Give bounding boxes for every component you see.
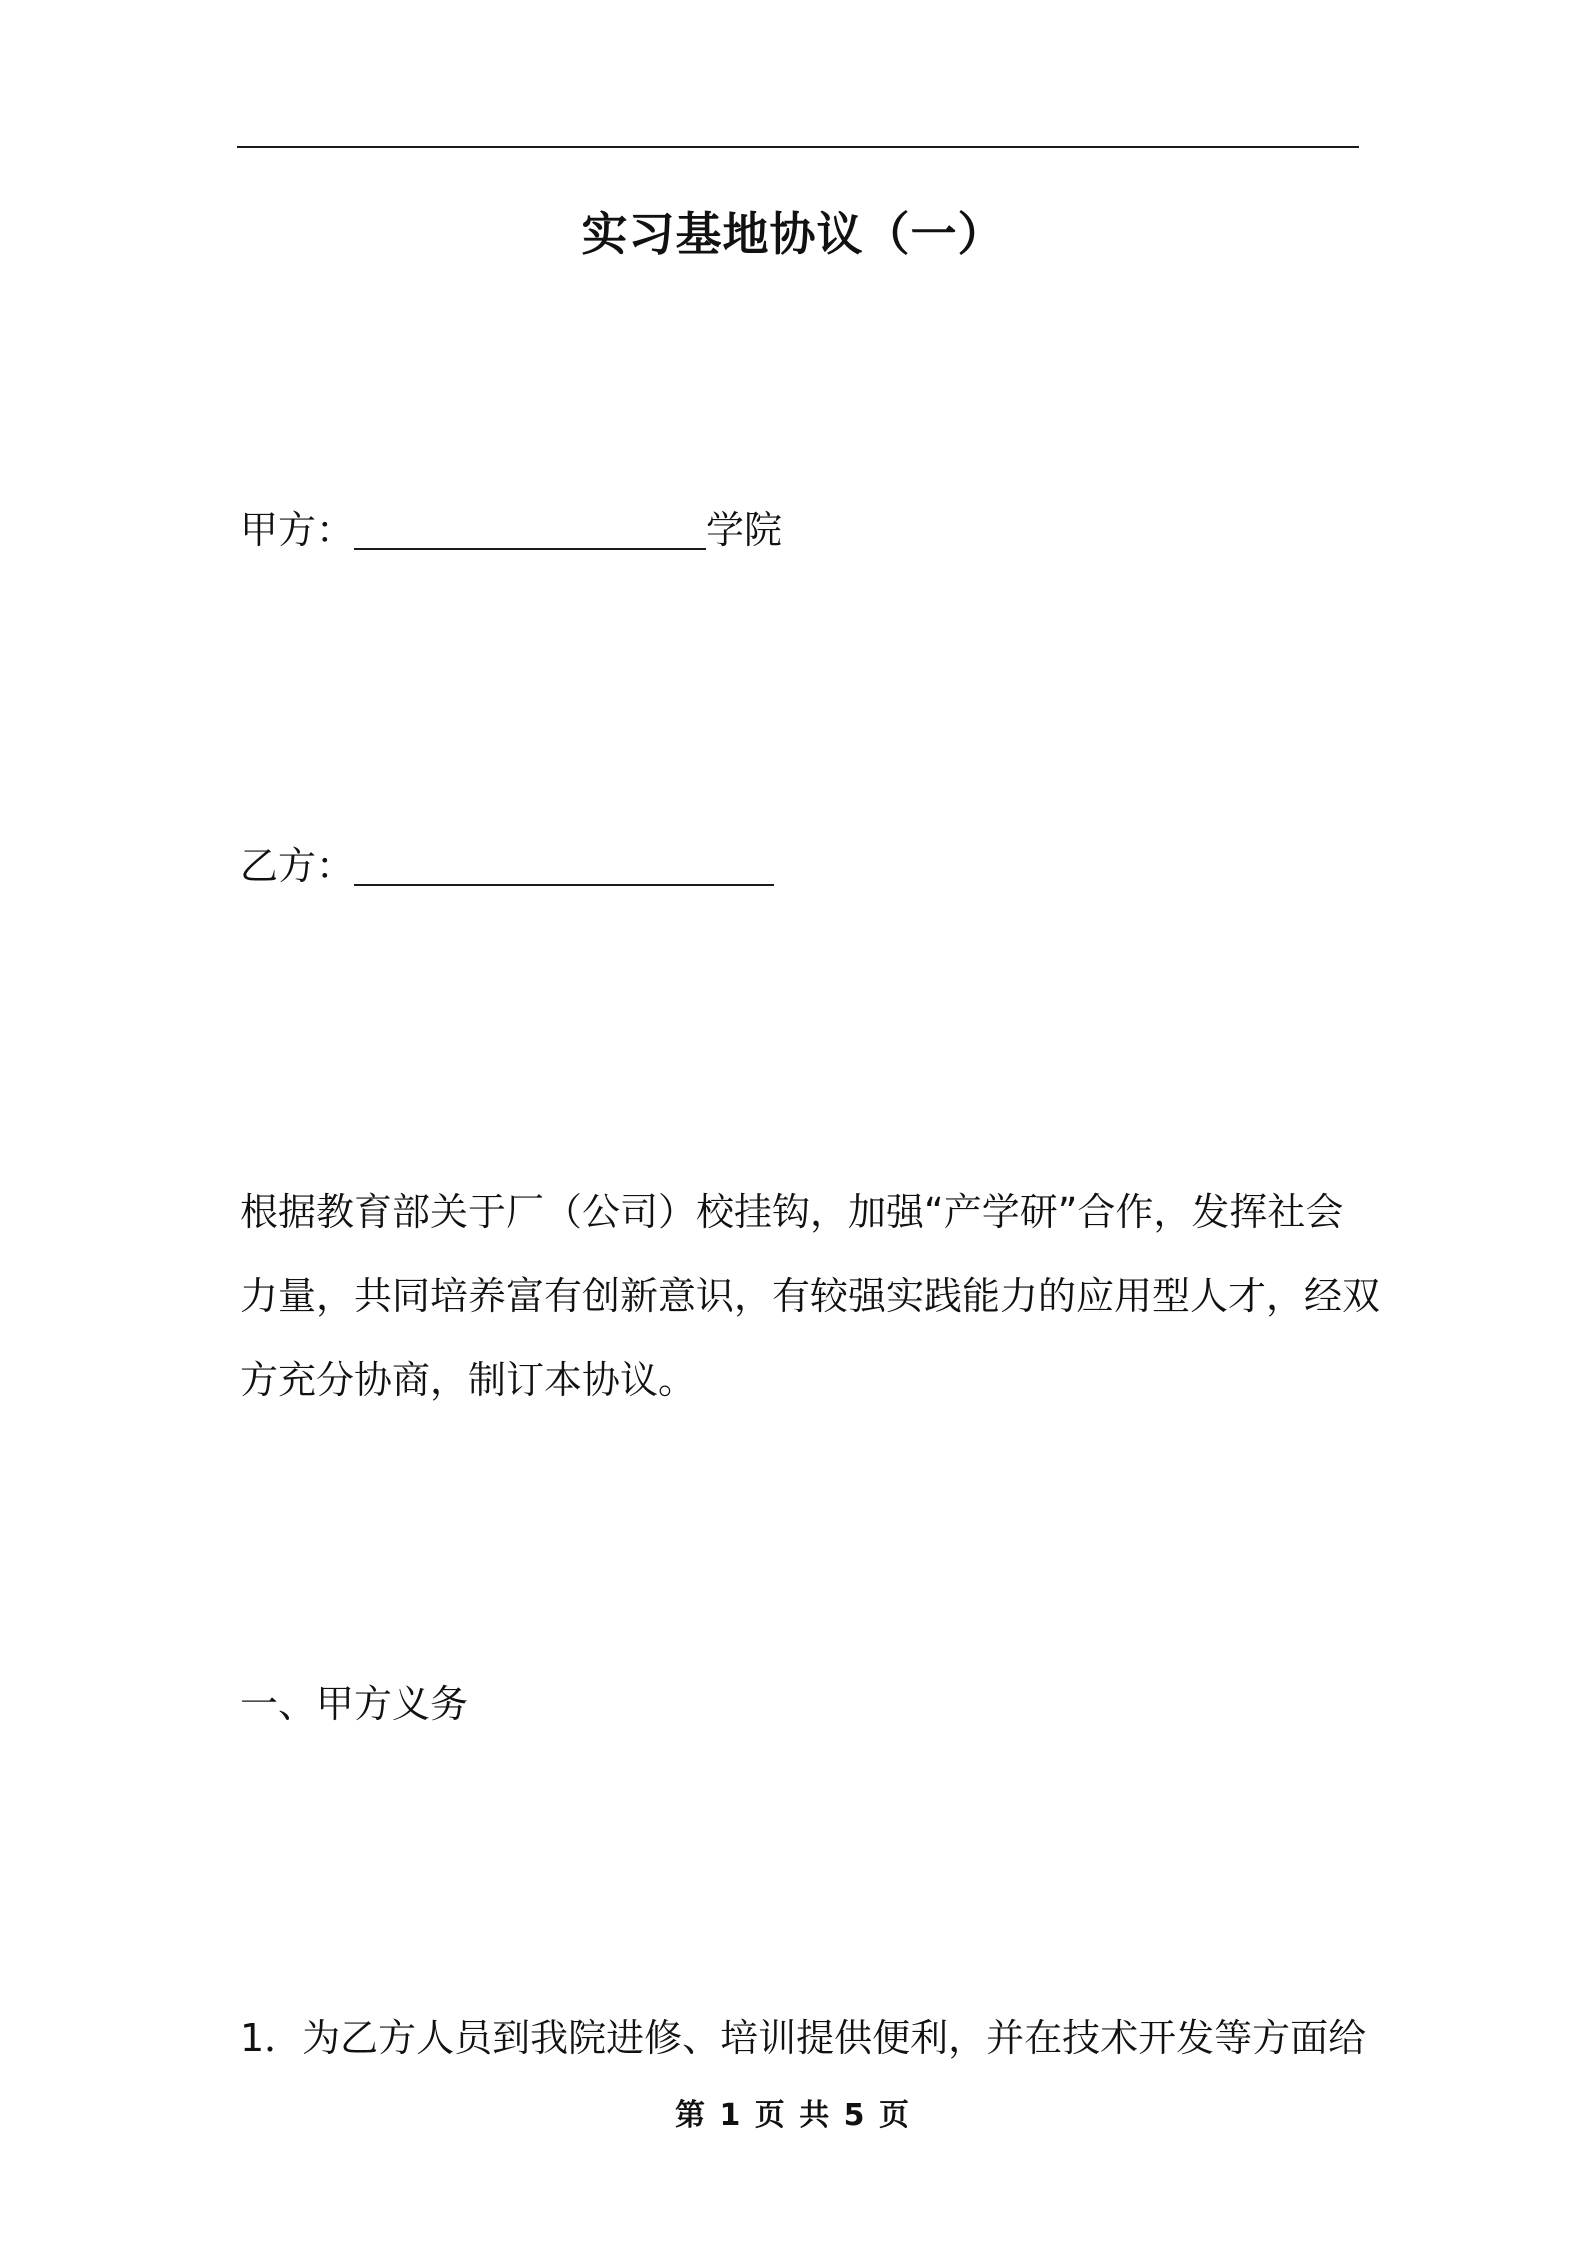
party-a-blank: [354, 510, 706, 550]
party-a-label: 甲方：: [240, 508, 355, 552]
party-b-line: [240, 842, 774, 890]
page-footer: 第 1 页 共 5 页: [675, 2098, 911, 2133]
header-rule: [237, 146, 1359, 148]
party-b-blank: [354, 846, 774, 886]
clause-item: 1．为乙方人员到我院进修、培训提供便利，并在技术开发等方面给: [240, 2016, 1367, 2060]
intro-paragraph: [240, 1170, 1381, 1422]
document-title: 实习基地协议（一）: [581, 207, 1005, 261]
party-a-line: [240, 506, 782, 554]
intro-line: 力量，共同培养富有创新意识，有较强实践能力的应用型人才，经双: [240, 1274, 1381, 1318]
party-b-label: 乙方：: [240, 844, 355, 888]
intro-line: 根据教育部关于厂（公司）校挂钩，加强“产学研”合作，发挥社会: [240, 1190, 1344, 1234]
section-heading: 一、甲方义务: [240, 1682, 469, 1726]
party-a-suffix: 学院: [706, 508, 783, 552]
intro-line: 方充分协商，制订本协议。: [240, 1358, 697, 1402]
